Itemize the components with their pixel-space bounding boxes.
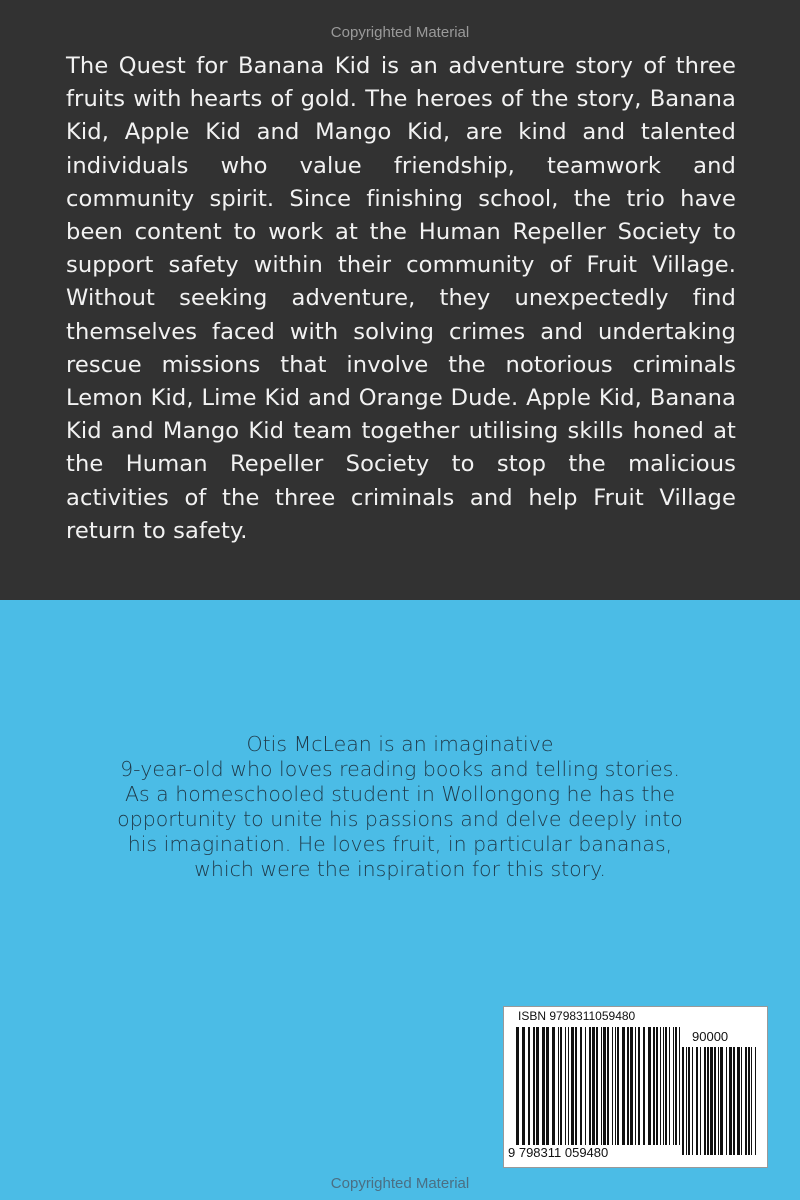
synopsis-text: The Quest for Banana Kid is an adventure story of three fruits with hearts of gold. The heroes of the story, Banana Kid, Apple Kid and Mango Kid, are kind and talented individuals who value friendship, teamwork and community spirit. Since finishing school, the trio have been content to work at the Human Repeller Society to support safety within their community of Fruit Village. Without seeking adventure, they unexpectedly find themselves faced with solving crimes and undertaking rescue missions that involve the notorious criminals Lemon Kid, Lime Kid and Orange Dude. Apple Kid, Banana Kid and Mango Kid team together utilising skills honed at the Human Repeller Society to stop the malicious activities of the three criminals and help Fruit Village return to safety. [66,53,736,544]
copyright-watermark-top: Copyrighted Material [330,24,470,41]
isbn-label: ISBN 9798311059480 [518,1009,636,1023]
author-bio-line: his imagination. He loves fruit, in particular bananas, [127,832,673,856]
barcode-addon-number: 90000 [692,1029,729,1044]
author-bio-line: opportunity to unite his passions and delve deeply into [117,807,683,831]
copyright-watermark-bottom: Copyrighted Material [330,1175,470,1192]
author-bio-line: 9-year-old who loves reading books and telling stories. [120,757,680,781]
barcode-addon-icon [682,1047,756,1155]
author-bio-line: Otis McLean is an imaginative [246,732,554,756]
isbn-digits: 9 798311 059480 [508,1145,609,1160]
barcode-icon [516,1027,680,1145]
author-bio-line: As a homeschooled student in Wollongong he has the [124,782,676,806]
isbn-barcode-box [503,1006,768,1168]
author-bio-line: which were the inspiration for this story. [194,857,606,881]
author-bio [60,732,740,882]
